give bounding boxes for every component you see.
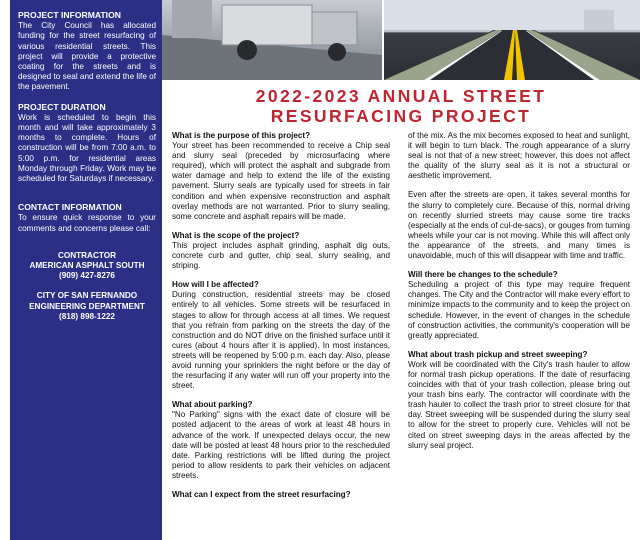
- document-title-line-1: 2022-2023 ANNUAL STREET: [255, 86, 547, 106]
- faq-answer: Your street has been recommended to receive a Chip seal and slurry seal (preceded by microsurfacing where required), which will protect the asphalt and subgrade from water damage and help to extend the life of the existing pavement. Slurry seals are typically used for streets in fair condition and when expensive reconstruction and asphalt overlay methods are not warranted. Prior to slurry sealing, some concrete and asphalt repairs will be made.: [172, 141, 390, 221]
- faq-question: What is the scope of the project?: [172, 230, 300, 240]
- info-sidebar: [10, 0, 162, 540]
- faq-question: What can I expect from the street resurfacing?: [172, 490, 351, 499]
- contractor-phone[interactable]: (909) 427-8276: [59, 271, 115, 281]
- contact-information-text: To ensure quick response to your comments and concerns please call:: [18, 213, 156, 233]
- resurfaced-street-photo: [384, 0, 640, 80]
- faq-answer: Scheduling a project of this type may require frequent changes. The City and the Contractor will make every effort to minimize impacts to the community and to keep the project on schedule. However, in the event of changes in the schedule of construction activities, the community's cooperation will be greatly appreciated.: [408, 280, 630, 340]
- project-information-text: The City Council has allocated funding for the street resurfacing of various residential streets. This project will provide a protective coating for the streets and is designed to seal and extend the life of the pavement.: [18, 21, 156, 92]
- city-phone[interactable]: (818) 898-1222: [59, 311, 115, 321]
- faq-answer-continued: of the mix. As the mix becomes exposed to heat and sunlight, it will begin to turn black. The rough appearance of a slurry seal is not that of a new street; however, this does not affect the quality of the slurry seal as it is not a structural or aesthetic improvement.: [408, 131, 630, 181]
- contact-information-heading: CONTACT INFORMATION: [18, 202, 122, 213]
- faq-question: What about trash pickup and street sweeping?: [408, 349, 588, 359]
- faq-answer: Work will be coordinated with the City's trash hauler to allow for normal trash pickup operations. If the date of resurfacing coincides with that of your trash collection, please bring out your trash bins early. The contractor will coordinate with the trash hauler to collect the trash prior to street closure for that day. Street sweeping will be suspended during the slurry seal to allow for the street to properly cure. Vehicles will not be cited on street sweeping days in the areas affected by the slurry seal project.: [408, 359, 630, 450]
- faq-question: What is the purpose of this project?: [172, 131, 311, 140]
- contractor-name: AMERICAN ASPHALT SOUTH: [29, 261, 145, 271]
- street-paving-photo: [162, 0, 382, 80]
- faq-question: How will I be affected?: [172, 280, 259, 290]
- faq-answer: Even after the streets are open, it takes several months for the slurry to completely cure. Because of this, normal driving on recently slurried streets may cause some tire tracks (especially at the ends of cul-de-sacs), or gouges from turning wheels while your car is not moving. While this will affect only the appearance of the streets, and many times is unavoidable, much of this will disappear with time and traffic.: [408, 190, 630, 261]
- project-duration-text: Work is scheduled to begin this month and will take approximately 3 months to complete. Hours of construction will be from 7:00 a.m. to 5:00 p.m. for residential areas Monday through Friday. Work may be scheduled for Saturdays if necessary.: [18, 112, 156, 184]
- city-name: CITY OF SAN FERNANDO: [36, 291, 138, 301]
- faq-question: Will there be changes to the schedule?: [408, 270, 558, 280]
- faq-answer: During construction, residential streets may be closed entirely to all vehicles. Some streets will be resurfaced in stages to allow for through access at all times. We request that you refrain from parking on the streets the day of the construction and do NOT drive on the finished surface until it cures (about 4 hours after it is applied). In most instances, streets will be reopened by 5:00 p.m. each day. Also, please avoid running your sprinklers the night before or the day of the resurfacing if any water will run off your property into the street.: [172, 290, 390, 391]
- project-information-heading: PROJECT INFORMATION: [18, 10, 121, 20]
- faq-answer: This project includes asphalt grinding, asphalt dig outs, concrete curb and gutter, chip seal, slurry sealing, and striping.: [172, 240, 390, 271]
- faq-column-left: [172, 131, 390, 500]
- contractor-label: CONTRACTOR: [57, 250, 117, 260]
- project-duration-heading: PROJECT DURATION: [18, 101, 106, 112]
- faq-answer: "No Parking" signs with the exact date of closure will be posted adjacent to the areas of work at least 48 hours in advance of the work. If unexpected delays occur, the new date will be posted at least 48 hours prior to the rescheduled date. Parking restrictions will be lifted during the project period to allow residents to park their vehicles on adjacent streets.: [172, 410, 390, 480]
- faq-column-right: [408, 131, 630, 460]
- document-title-line-2: RESURFACING PROJECT: [270, 106, 532, 126]
- faq-question: What about parking?: [172, 400, 253, 410]
- engineering-department: ENGINEERING DEPARTMENT: [29, 301, 145, 311]
